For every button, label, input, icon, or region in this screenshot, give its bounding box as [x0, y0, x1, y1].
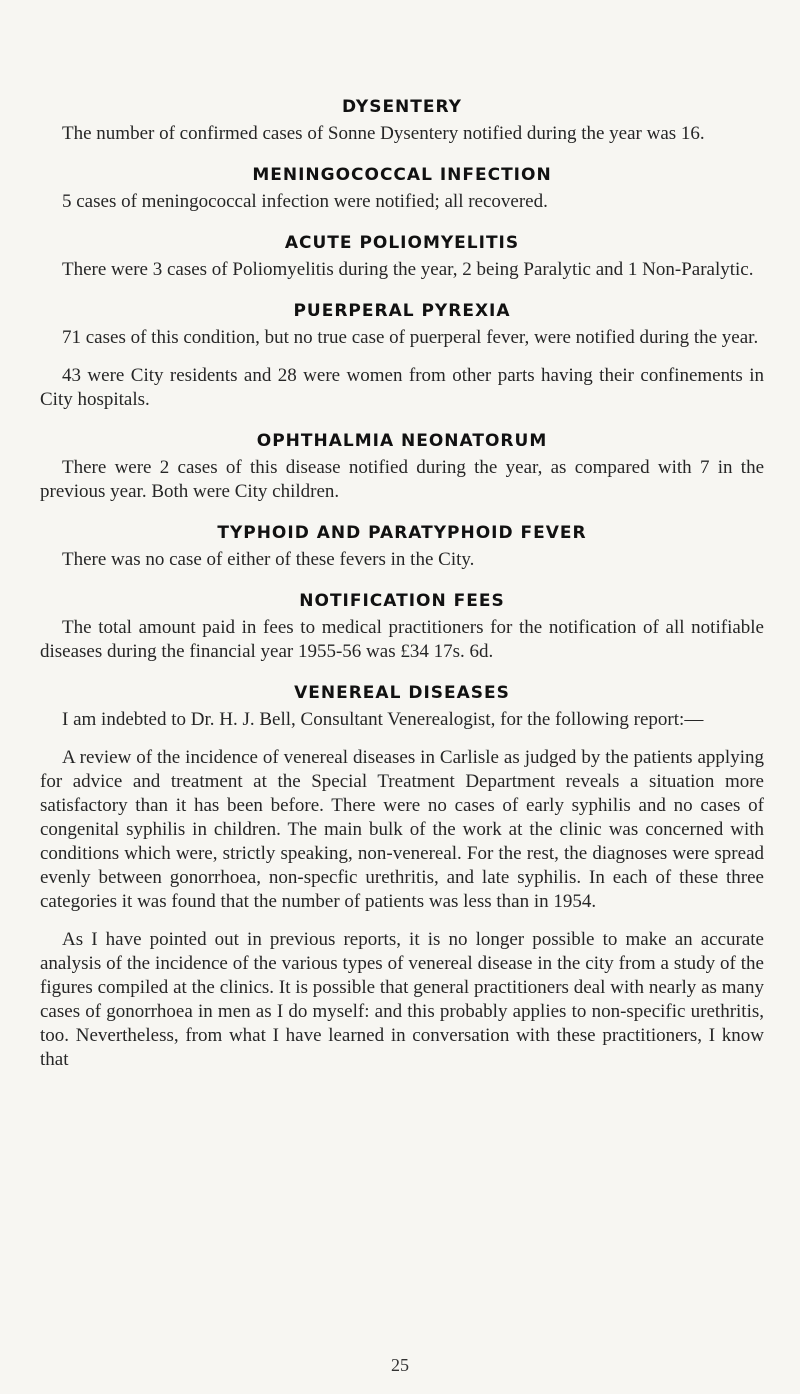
section-heading: ACUTE POLIOMYELITIS: [284, 233, 520, 253]
section-paragraph: The total amount paid in fees to medical practitioners for the notification of all notifiable diseases during the financial year 1955-56 was £34 17s. 6d.: [40, 617, 764, 662]
section-meningococcal-infection: [40, 164, 764, 214]
section-heading: VENEREAL DISEASES: [294, 683, 510, 703]
section-paragraph: There was no case of either of these fevers in the City.: [62, 549, 475, 570]
section-heading: OPHTHALMIA NEONATORUM: [256, 431, 548, 451]
section-paragraph: 43 were City residents and 28 were women from other parts having their confinements in City hospitals.: [40, 365, 764, 410]
section-paragraph: There were 2 cases of this disease notified during the year, as compared with 7 in the previous year. Both were City children.: [40, 457, 764, 502]
section-paragraph: 5 cases of meningococcal infection were notified; all recovered.: [62, 191, 548, 212]
section-heading: DYSENTERY: [342, 97, 462, 117]
page-number: 25: [391, 1355, 409, 1375]
section-paragraph: As I have pointed out in previous reports, it is no longer possible to make an accurate analysis of the incidence of the various types of venereal disease in the city from a study of the figures compiled at the clinics. It is possible that general practitioners deal with nearly as many cases of gonorrhoea in men as I do myself: and this probably applies to non-specific urethritis, too. Nevertheless, from what I have learned in conversation with these practitioners, I know that: [40, 929, 764, 1070]
section-paragraph: 71 cases of this condition, but no true case of puerperal fever, were notified during the year.: [62, 327, 759, 348]
section-heading: PUERPERAL PYREXIA: [293, 301, 511, 321]
section-heading: TYPHOID AND PARATYPHOID FEVER: [217, 523, 587, 543]
section-dysentery: [40, 96, 764, 146]
document-page: [40, 96, 764, 1072]
section-paragraph: There were 3 cases of Poliomyelitis during the year, 2 being Paralytic and 1 Non-Paralytic.: [62, 259, 754, 280]
section-heading: NOTIFICATION FEES: [299, 591, 505, 611]
section-ophthalmia-neonatorum: [40, 430, 764, 504]
section-venereal-diseases: [40, 682, 764, 1072]
section-heading: MENINGOCOCCAL INFECTION: [252, 165, 552, 185]
section-paragraph: A review of the incidence of venereal diseases in Carlisle as judged by the patients applying for advice and treatment at the Special Treatment Department reveals a situation more satisfactory than it has been before. There were no cases of early syphilis and no cases of congenital syphilis in children. The main bulk of the work at the clinic was concerned with conditions which were, strictly speaking, non-venereal. For the rest, the diagnoses were spread evenly between gonorrhoea, non-specfic urethritis, and late syphilis. In each of these three categories it was found that the number of patients was less than in 1954.: [40, 747, 764, 912]
section-paragraph: The number of confirmed cases of Sonne Dysentery notified during the year was 16.: [62, 123, 705, 144]
section-typhoid-paratyphoid-fever: [40, 522, 764, 572]
section-puerperal-pyrexia: [40, 300, 764, 412]
section-paragraph: I am indebted to Dr. H. J. Bell, Consultant Venerealogist, for the following report:—: [62, 709, 704, 730]
section-acute-poliomyelitis: [40, 232, 764, 282]
section-notification-fees: [40, 590, 764, 664]
